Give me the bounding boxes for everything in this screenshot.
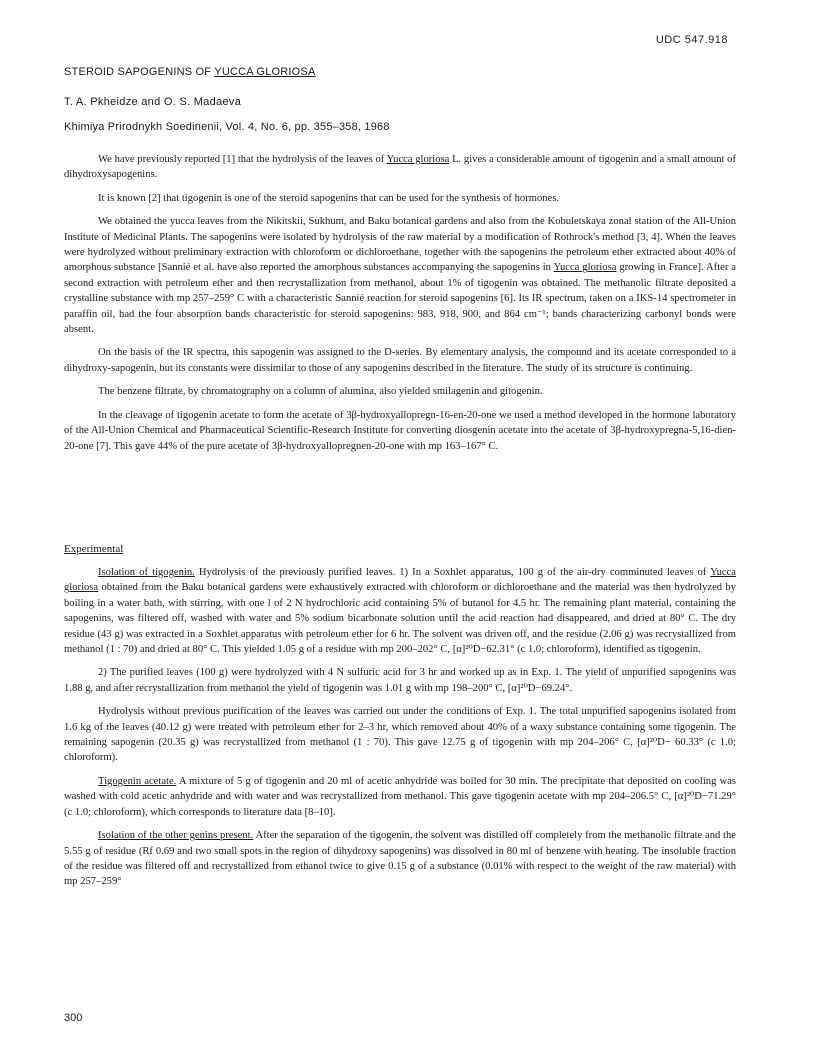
paragraph-2: It is known [2] that tigogenin is one of the steroid sapogenins that can be used for the synthesis of hormones. — [98, 192, 560, 204]
authors: T. A. Pkheidze and O. S. Madaeva — [64, 96, 242, 108]
udc-code: UDC 547.918 — [655, 34, 728, 46]
title-species: YUCCA GLORIOSA — [214, 66, 316, 78]
title-prefix: STEROID SAPOGENINS OF — [64, 66, 215, 78]
exp-paragraph-1: Isolation of tigogenin. Hydrolysis of the previously purified leaves. 1) In a Soxhlet apparatus, 100 g of the air-dry comminuted leaves of Yucca gloriosa obtained from the Baku botanical gardens were exhaustively extracted with chloroform or dichloroethane and the material was then hydrolyzed by boiling in a water bath, with stirring, with one l of 2 N hydrochloric acid containing 5% of butanol for 4.5 hr. The remaining plant material, containing the sapogenins, was filtered off, washed with water and 5% sodium bicarbonate solution until the acid reaction had disappeared, and dried at 80° C. The dry residue (43 g) was extracted in a Soxhlet apparatus with petroleum ether for 6 hr. The solvent was driven off, and the residue (2.06 g) was recrystallized from methanol (1 : 70) and dried at 80° C. This yielded 1.05 g of a residue with mp 200–202° C, [α]²⁰D−62.31° (c 1.0; chloroform), identified as tigogenin. — [64, 567, 736, 656]
subsection-title: Isolation of the other genins present. — [98, 830, 254, 842]
paragraph-3: We obtained the yucca leaves from the Nikitskii, Sukhum, and Baku botanical gardens and also from the Kobuletskaya zonal station of the All-Union Institute of Medicinal Plants. The sapogenins were isolated by hydrolysis of the raw material by a modification of Rothrock's method [3, 4]. When the leaves were hydrolyzed without preliminary extraction with chloroform or dichloroethane, together with the sapogenins the petroleum ether extracted about 40% of amorphous substance [Sannié et al. have also reported the amorphous substances accompanying the sapogenins in Yucca gloriosa growing in France]. After a second extraction with petroleum ether and then recrystallization from methanol, about 1% of tigogenin was obtained. The methanolic filtrate deposited a crystalline substance with mp 257–259° C with a characteristic Sannié reaction for steroid sapogenins [6]. Its IR spectrum, taken on a IKS-14 spectrometer in paraffin oil, had the four absorption bands characteristic for steroid sapogenins: 983, 918, 900, and 864 cm⁻¹; bands characterizing carbonyl bonds were absent. — [64, 216, 736, 336]
introduction — [64, 152, 736, 462]
exp-paragraph-2: 2) The purified leaves (100 g) were hydrolyzed with 4 N sulfuric acid for 3 hr and worked up as in Exp. 1. The yield of unpurified sapogenins was 1.88 g, and after recrystallization from methanol the yield of tigogenin was 1.01 g with mp 198–200° C, [α]²⁰D−69.24°. — [64, 667, 736, 694]
paragraph-4: On the basis of the IR spectra, this sapogenin was assigned to the D-series. By elementary analysis, the compound and its acetate corresponded to a dihydroxy-sapogenin, but its constants were dissimilar to those of any sapogenins described in the literature. The study of its structure is continuing. — [64, 347, 736, 374]
experimental-heading: Experimental — [64, 543, 124, 555]
species-name: Yucca gloriosa — [64, 567, 736, 594]
paragraph-1: We have previously reported [1] that the hydrolysis of the leaves of Yucca gloriosa L. gives a considerable amount of tigogenin and a small amount of dihydroxysapogenins. — [64, 154, 736, 181]
experimental-section — [64, 565, 736, 898]
page-number: 300 — [64, 1012, 83, 1024]
journal-citation: Khimiya Prirodnykh Soedinenii, Vol. 4, No. 6, pp. 355–358, 1968 — [64, 121, 390, 133]
paragraph-6: In the cleavage of tigogenin acetate to form the acetate of 3β-hydroxyallopregn-16-en-20-one we used a method developed in the hormone laboratory of the All-Union Chemical and Pharmaceutical Scientific-Research Institute for converting diosgenin acetate into the acetate of 3β-hydroxypregna-5,16-dien-20-one [7]. This gave 44% of the pure acetate of 3β-hydroxyallopregnen-20-one with mp 163–167° C. — [64, 409, 736, 452]
species-name: Yucca gloriosa — [386, 154, 450, 165]
exp-paragraph-4: Tigogenin acetate. A mixture of 5 g of tigogenin and 20 ml of acetic anhydride was boiled for 30 min. The precipitate that deposited on cooling was washed with cold acetic anhydride and with water and was recrystallized from methanol. This gave tigogenin acetate with mp 204–206.5° C, [α]²⁰D−71.29° (c 1.0; chloroform), which corresponds to literature data [8–10]. — [64, 775, 736, 818]
subsection-title: Tigogenin acetate. — [98, 775, 177, 787]
exp-paragraph-3: Hydrolysis without previous purification of the leaves was carried out under the conditions of Exp. 1. The total unpurified sapogenins isolated from 1.6 kg of the leaves (40.12 g) were treated with petroleum ether for 2–3 hr, which removed about 40% of a waxy substance containing some tigogenin. The remaining sapogenin (20.35 g) was recrystallized from methanol (1 : 70). This gave 12.75 g of tigogenin with mp 204–206° C, [α]²⁰D− 60.33° (c 1.0; chloroform). — [64, 706, 736, 764]
species-name: Yucca gloriosa — [553, 262, 617, 274]
paragraph-5: The benzene filtrate, by chromatography on a column of alumina, also yielded smilagenin and gitogenin. — [98, 386, 543, 398]
paper-title — [64, 66, 316, 78]
exp-paragraph-5: Isolation of the other genins present. After the separation of the tigogenin, the solvent was distilled off completely from the methanolic filtrate and the 5.55 g of residue (Rf 0.69 and two small spots in the region of dihydroxy sapogenins) was dissolved in 80 ml of benzene with heating. The insoluble fraction of the residue was filtered off and recrystallized from ethanol twice to give 0.15 g of a substance (0.01% with respect to the weight of the raw material) with mp 257–259° — [64, 830, 736, 888]
subsection-title: Isolation of tigogenin. — [98, 567, 195, 578]
